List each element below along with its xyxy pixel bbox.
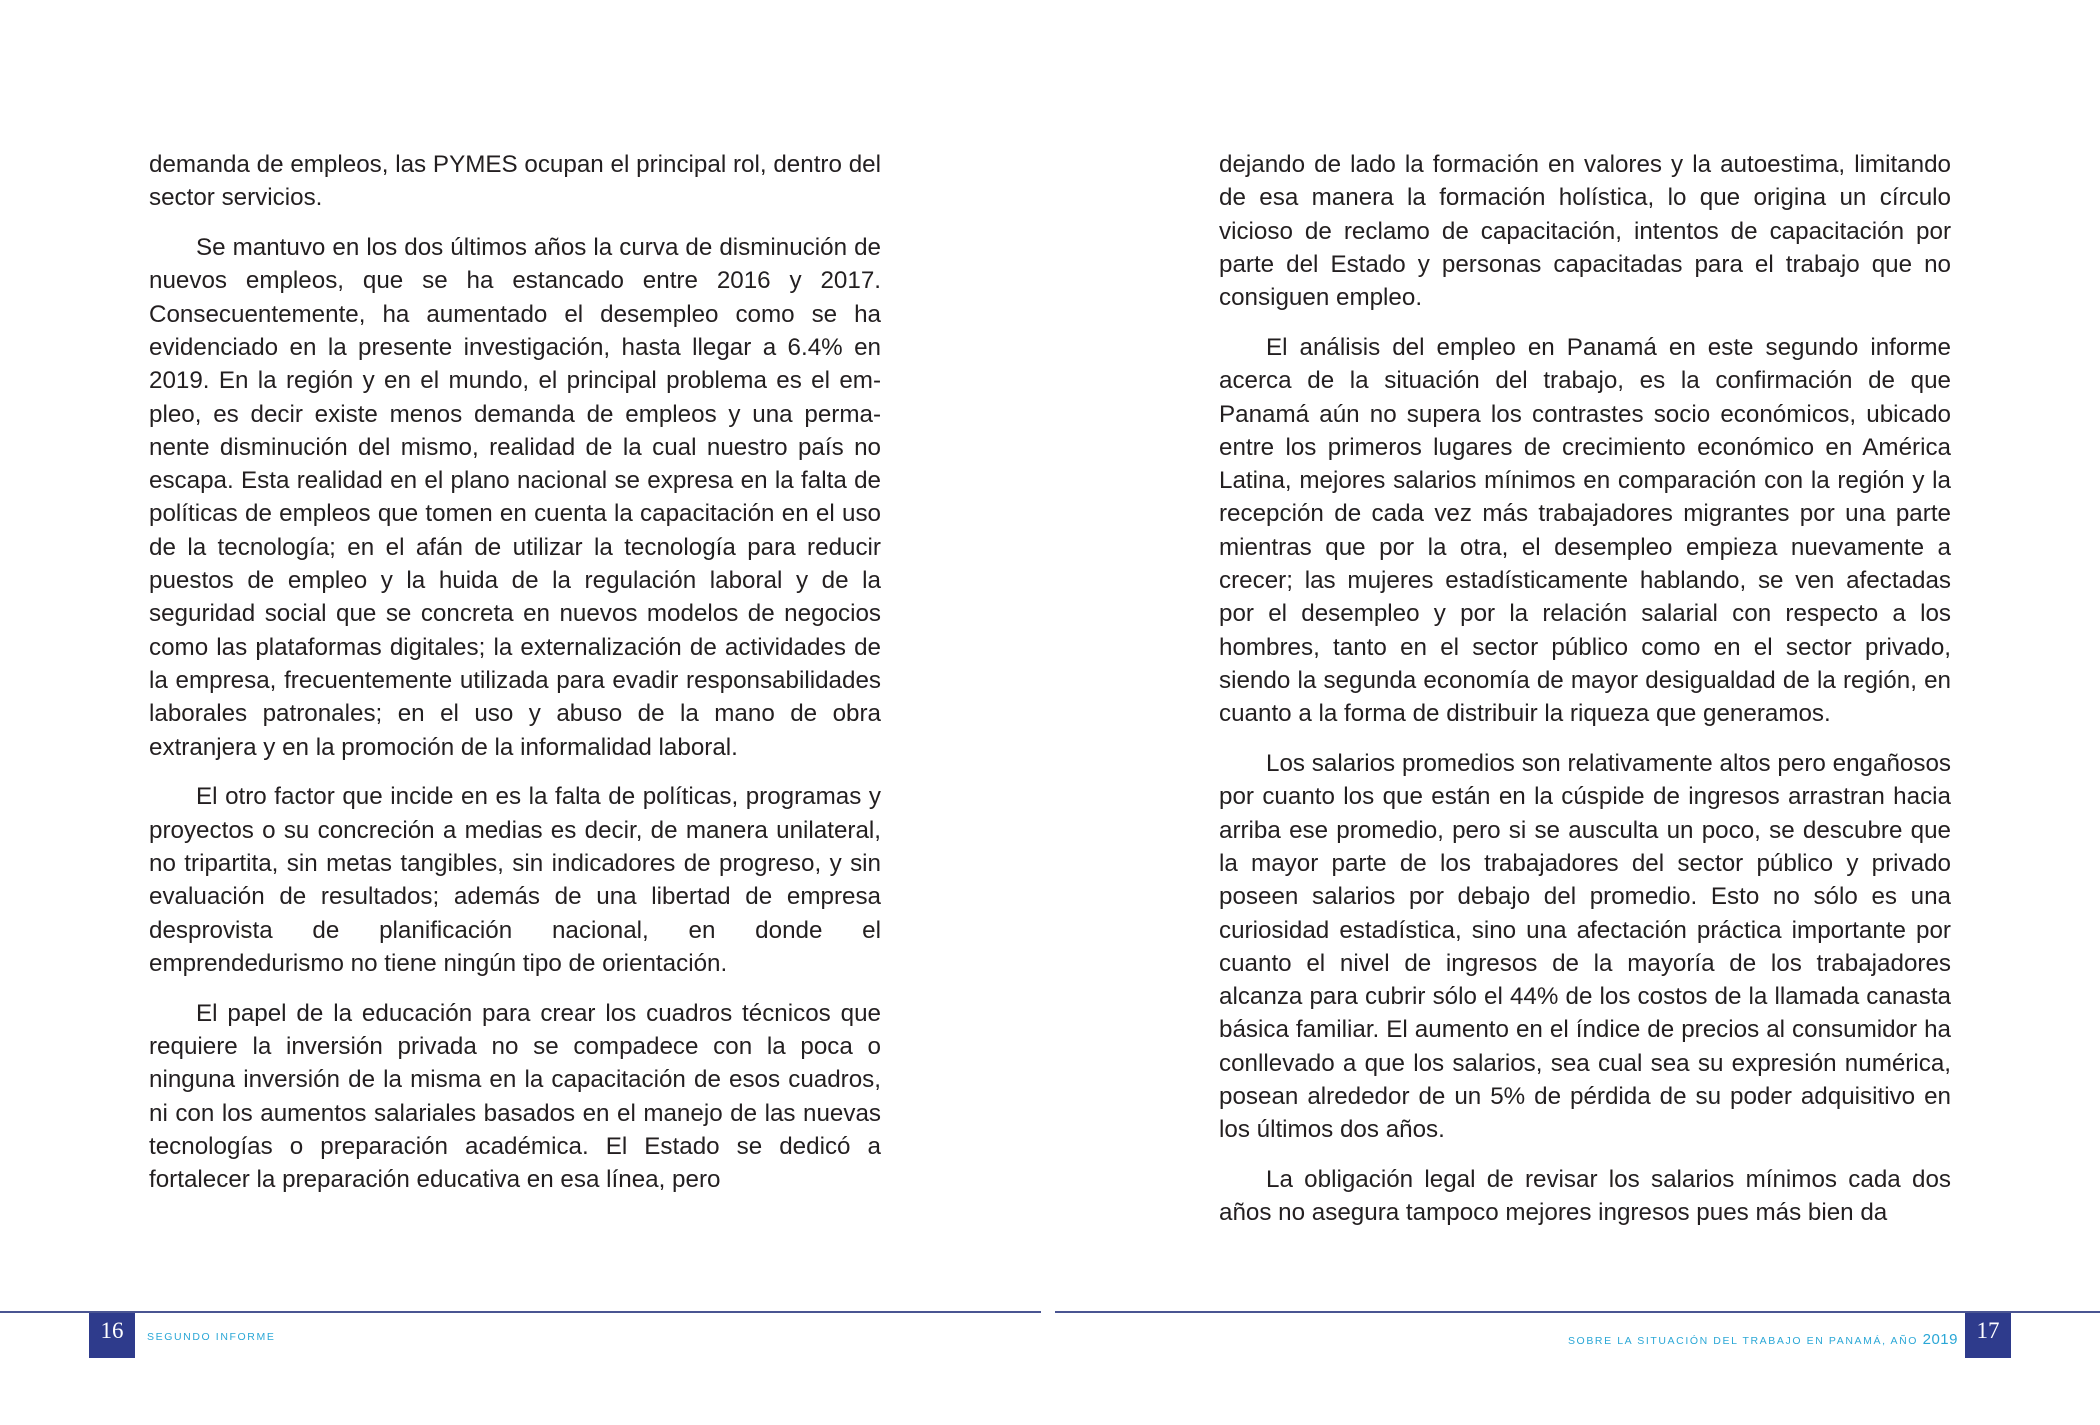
right-text-column bbox=[1219, 148, 1951, 1246]
paragraph: dejando de lado la formación en valores y la autoestima, limitando de esa manera la formación holística, lo que origina un círculo vicioso de reclamo de capacitación, intentos de capacitación por parte del Estado y personas capacitadas para el trabajo que no consiguen empleo. bbox=[1219, 151, 1951, 312]
paragraph: El otro factor que incide en es la falta de políticas, programas y proyectos o su concreción a medias es decir, de manera unilateral, no tripartita, sin metas tangibles, sin indicadores de progreso, y sin evaluación de resultados; además de una libertad de empresa desprovista de planificación nacional, en donde el emprendedurismo no tiene ningún tipo de orientación. bbox=[149, 783, 881, 977]
running-head-text: SOBRE LA SITUACIÓN DEL TRABAJO EN PANAMÁ, AÑO bbox=[1567, 1335, 1919, 1347]
paragraph: Los salarios promedios son relativamente altos pero engañosos por cuanto los que están en la cúspide de ingresos arrastran hacia arriba ese promedio, pero si se ausculta un poco, se descubre que la mayor parte de los trabajadores del sector público y privado poseen salarios por debajo del promedio. Esto no sólo es una curiosidad estadística, sino una afectación práctica importante por cuanto el nivel de ingresos de la mayoría de los trabajadores alcanza para cubrir sólo el 44% de los costos de la llamada canasta básica familiar. El aumento en el índice de precios al consumidor ha conllevado a que los salarios, sea cual sea su expresión numérica, posean alrededor de un 5% de pérdida de su poder adquisitivo en los últimos dos años. bbox=[1219, 750, 1951, 1144]
paragraph: Se mantuvo en los dos últimos años la curva de disminución de nuevos empleos, que se ha estancado entre 2016 y 2017. Consecuentemente, ha aumentado el desempleo como se ha evidenciado en la presente investigación, hasta llegar a 6.4% en 2019. En la región y en el mundo, el principal problema es el empleo, es decir existe menos demanda de empleos y una permanente disminución del mismo, realidad de la cual nuestro país no escapa. Esta realidad en el plano nacional se expresa en la falta de políticas de empleos que tomen en cuenta la capacitación en el uso de la tecnología; en el afán de utilizar la tecnología para reducir puestos de empleo y la huida de la regulación laboral y de la seguridad social que se concreta en nuevos modelos de negocios como las plataformas digitales; la externalización de actividades de la empresa, frecuentemente utilizada para evadir responsabilidades laborales patronales; en el uso y abuso de la mano de obra extranjera y en la promoción de la informalidad laboral. bbox=[149, 234, 881, 761]
paragraph: demanda de empleos, las PYMES ocupan el principal rol, dentro del sector servicios. bbox=[149, 151, 881, 212]
running-head bbox=[1568, 1331, 1958, 1348]
paragraph: La obligación legal de revisar los salarios mínimos cada dos años no asegura tampoco mejores ingresos pues más bien da bbox=[1219, 1166, 1951, 1227]
paragraph: El análisis del empleo en Panamá en este segundo informe acerca de la situación del trabajo, es la confirmación de que Panamá aún no supera los contrastes socio económicos, ubicado entre los primeros lugares de crecimiento económico en América Latina, mejores salarios mínimos en comparación con la región y la recepción de cada vez más trabajadores migrantes por una parte mientras que por la otra, el desempleo empieza nuevamente a crecer; las mujeres estadísticamente hablando, se ven afectadas por el desempleo y por la relación salarial con respecto a los hombres, tanto en el sector público como en el sector privado, siendo la segunda economía de mayor desigualdad de la región, en cuanto a la forma de distribuir la riqueza que generamos. bbox=[1219, 333, 1951, 728]
right-page bbox=[1050, 0, 2100, 1425]
paragraph: El papel de la educación para crear los cuadros técnicos que requiere la inversión privada no se compadece con la poca o ninguna inversión de la misma en la capacitación de esos cuadros, ni con los aumentos salariales basados en el manejo de las nuevas tecnologías o preparación académica. El Estado se dedicó a fortalecer la preparación educativa en esa línea, pero bbox=[149, 999, 881, 1194]
footer-rule bbox=[0, 1311, 1041, 1313]
page-number: 16 bbox=[89, 1313, 135, 1358]
footer-rule bbox=[1055, 1311, 2100, 1313]
page-number: 17 bbox=[1965, 1313, 2011, 1358]
running-head-year: 2019 bbox=[1922, 1331, 1958, 1348]
left-text-column bbox=[149, 148, 881, 1213]
running-head: SEGUNDO INFORME bbox=[147, 1331, 276, 1343]
